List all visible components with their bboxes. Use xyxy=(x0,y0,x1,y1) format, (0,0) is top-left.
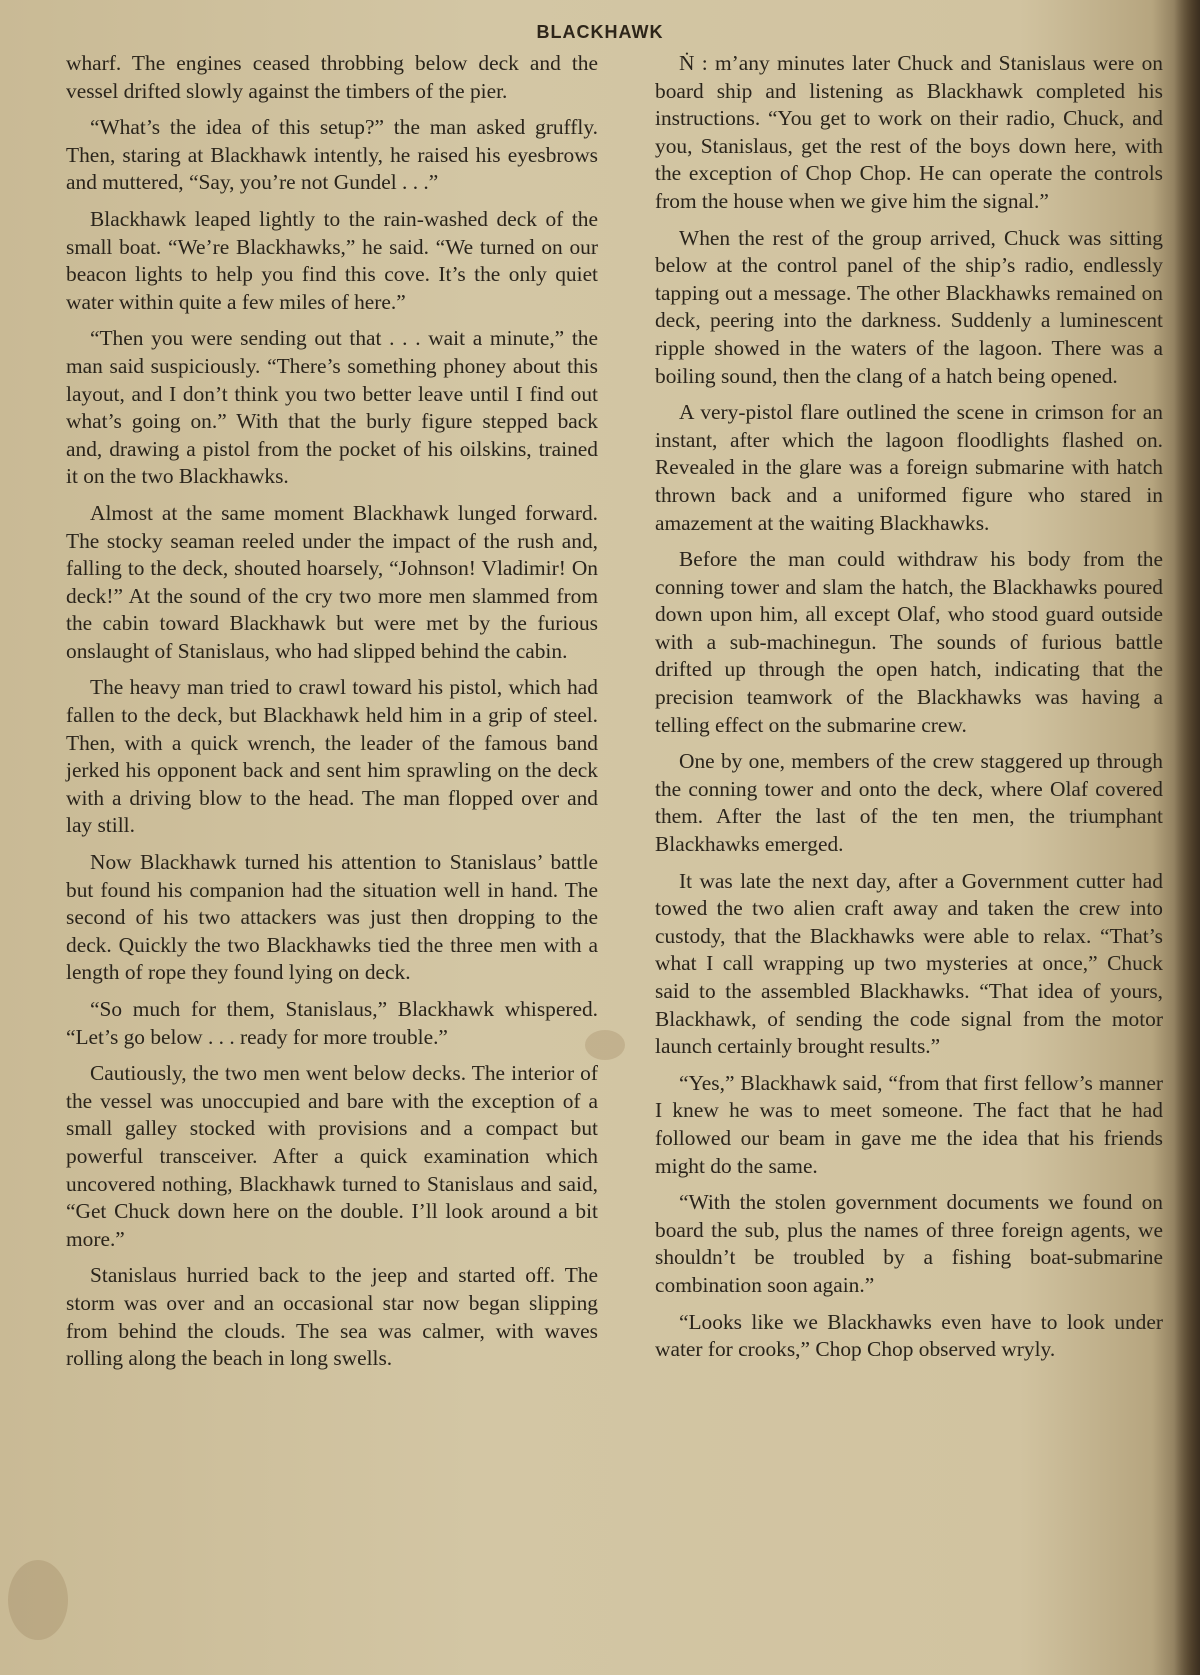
paragraph: Now Blackhawk turned his attention to Stanislaus’ battle but found his companion had the situation well in hand. The second of his two attackers was just then dropping to the deck. Quickly the two Blackhawks tied the three men with a length of rope they found lying on deck. xyxy=(66,850,598,985)
paragraph: Cautiously, the two men went below decks. The interior of the vessel was unoccupied and bare with the exception of a small galley stocked with provisions and a compact but powerful transceiver. After a quick examination which uncovered nothing, Blackhawk turned to Stanislaus and said, “Get Chuck down here on the double. I’ll look around a bit more.” xyxy=(66,1061,598,1251)
paragraph: When the rest of the group arrived, Chuck was sitting below at the control panel of the ship’s radio, endlessly tapping out a message. The other Blackhawks remained on deck, peering into the darkness. Suddenly a luminescent ripple showed in the waters of the lagoon. There was a boiling sound, then the clang of a hatch being opened. xyxy=(655,225,1163,388)
paragraph: “With the stolen government documents we found on board the sub, plus the names of three foreign agents, we shouldn’t be troubled by a fishing boat-submarine combination soon again.” xyxy=(655,1190,1163,1297)
paragraph: Stanislaus hurried back to the jeep and started off. The storm was over and an occasional star now began slipping from behind the clouds. The sea was calmer, with waves rolling along the beach in long swells. xyxy=(66,1263,598,1371)
paragraph: It was late the next day, after a Government cutter had towed the two alien craft away and taken the crew into custody, that the Blackhawks were able to relax. “That’s what I call wrapping up two mysteries at once,” Chuck said to the assembled Blackhawks. “That idea of yours, Blackhawk, of sending the code signal from the motor launch certainly brought results.” xyxy=(655,868,1163,1059)
paragraph: Ṅ : m’any minutes later Chuck and Stanislaus were on board ship and listening as Blackhawk completed his instructions. “You get to work on their radio, Chuck, and you, Stanislaus, get the rest of the boys down here, with the exception of Chop Chop. He can operate the controls from the house when we give him the signal.” xyxy=(655,51,1163,213)
paragraph: A very-pistol flare outlined the scene in crimson for an instant, after which the lagoon floodlights flashed on. Revealed in the glare was a foreign submarine with hatch thrown back and a uniformed figure who stared in amazement at the waiting Blackhawks. xyxy=(655,400,1163,535)
paragraph: One by one, members of the crew staggered up through the conning tower and onto the deck, where Olaf covered them. After the last of the ten men, the triumphant Blackhawks emerged. xyxy=(655,749,1163,857)
paragraph: The heavy man tried to crawl toward his pistol, which had fallen to the deck, but Blackhawk held him in a grip of steel. Then, with a quick wrench, the leader of the famous band jerked his opponent back and sent him sprawling on the deck with a driving blow to the head. The man flopped over and lay still. xyxy=(66,675,598,838)
paragraph: Before the man could withdraw his body from the conning tower and slam the hatch, the Blackhawks poured down upon him, all except Olaf, who stood guard outside with a sub-machinegun. The sounds of furious battle drifted up through the open hatch, indicating that the precision teamwork of the Blackhawks was having a telling effect on the submarine crew. xyxy=(655,547,1163,737)
paragraph: “Looks like we Blackhawks even have to look under water for crooks,” Chop Chop observed wryly. xyxy=(655,1309,1163,1362)
paragraph: “What’s the idea of this setup?” the man asked gruffly. Then, staring at Blackhawk intently, he raised his eyesbrows and muttered, “Say, you’re not Gundel . . .” xyxy=(66,115,598,195)
page-binding-shadow xyxy=(1174,0,1200,1675)
page-header: BLACKHAWK xyxy=(536,22,664,42)
paragraph: “Yes,” Blackhawk said, “from that first fellow’s manner I knew he was to meet someone. The fact that he had followed our beam in gave me the idea that his friends might do the same. xyxy=(655,1070,1163,1178)
right-column xyxy=(655,50,1163,1373)
ink-stain xyxy=(8,1560,68,1640)
paragraph: “Then you were sending out that . . . wait a minute,” the man said suspiciously. “There’s something phoney about this layout, and I don’t think you two better leave until I find out what’s going on.” With that the burly figure stepped back and, drawing a pistol from the pocket of his oilskins, trained it on the two Blackhawks. xyxy=(66,326,598,489)
paragraph: Blackhawk leaped lightly to the rain-washed deck of the small boat. “We’re Blackhawks,” he said. “We turned on our beacon lights to help you find this cove. It’s the only quiet water within quite a few miles of here.” xyxy=(66,206,598,314)
left-column xyxy=(66,50,598,1382)
paragraph: wharf. The engines ceased throbbing below deck and the vessel drifted slowly against the timbers of the pier. xyxy=(66,51,598,103)
paragraph: “So much for them, Stanislaus,” Blackhawk whispered. “Let’s go below . . . ready for more trouble.” xyxy=(66,997,598,1049)
paragraph: Almost at the same moment Blackhawk lunged forward. The stocky seaman reeled under the impact of the rush and, falling to the deck, shouted hoarsely, “Johnson! Vladimir! On deck!” At the sound of the cry two more men slammed from the cabin toward Blackhawk but were met by the furious onslaught of Stanislaus, who had slipped behind the cabin. xyxy=(66,500,598,663)
